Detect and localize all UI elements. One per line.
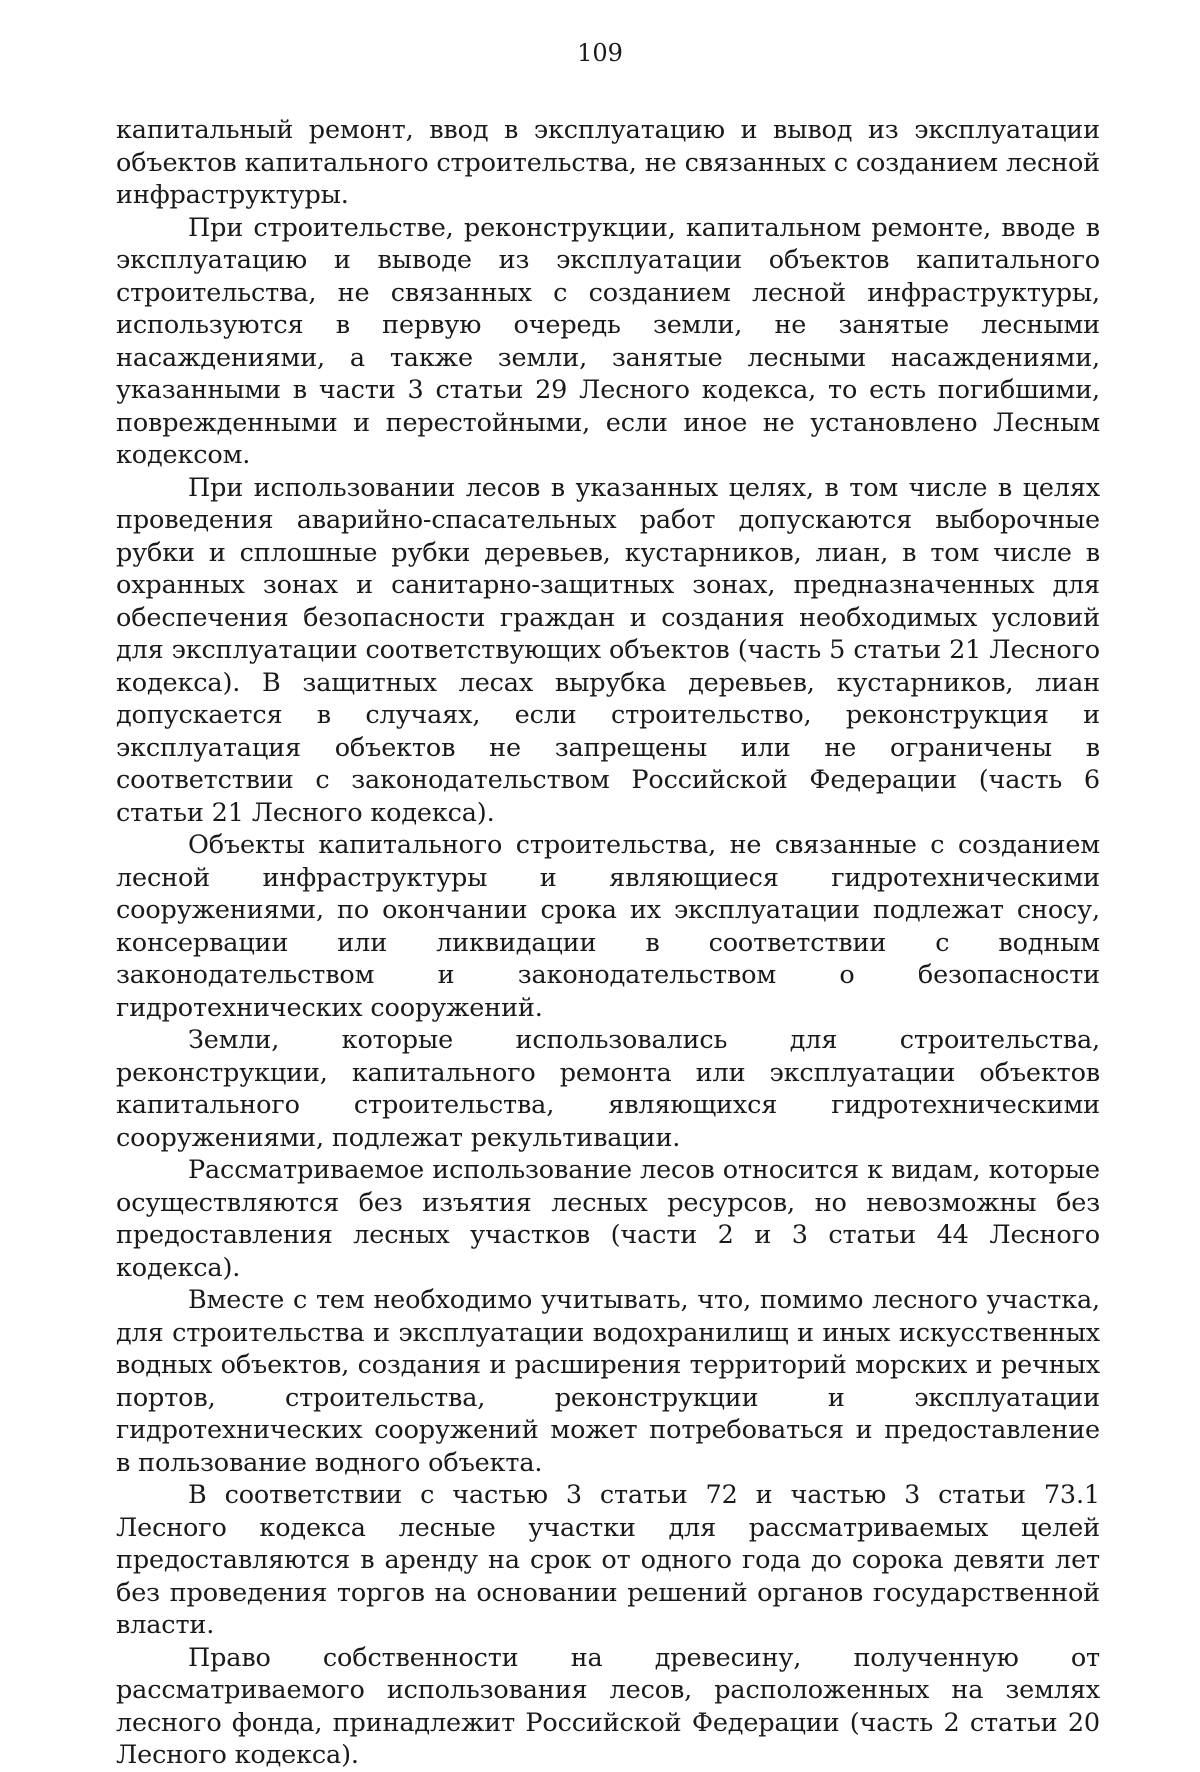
paragraph-timber-ownership: Право собственности на древесину, полученную от рассматриваемого использования лесов, расположенных на землях лесного фонда, принадлежит Российской Федерации (часть 2 статьи 20 Лесного кодекса). bbox=[116, 1642, 1100, 1770]
paragraph-land-use-priority: При строительстве, реконструкции, капитальном ремонте, вводе в эксплуатацию и выводе из эксплуатации объектов капитального строительства, не связанных с созданием лесной инфраструктуры, используются в первую очередь земли, не занятые лесными насаждениями, а также земли, занятые лесными насаждениями, указанными в части 3 статьи 29 Лесного кодекса, то есть погибшими, поврежденными и перестойными, если иное не установлено Лесным кодексом. bbox=[116, 212, 1100, 470]
page-number: 109 bbox=[577, 39, 623, 67]
paragraph-land-reclamation: Земли, которые использовались для строительства, реконструкции, капитального ремонта или эксплуатации объектов капитального строительства, являющихся гидротехническими сооружениями, подлежат рекультивации. bbox=[116, 1025, 1100, 1153]
paragraph-lease-terms: В соответствии с частью 3 статьи 72 и частью 3 статьи 73.1 Лесного кодекса лесные участки для рассматриваемых целей предоставляются в аренду на срок от одного года до сорока девяти лет без проведения торгов на основании решений органов государственной власти. bbox=[116, 1480, 1100, 1640]
paragraph-hydrotechnical-decommission: Объекты капитального строительства, не связанные с созданием лесной инфраструктуры и являющиеся гидротехническими сооружениями, по окончании срока их эксплуатации подлежат сносу, консервации или ликвидации в соответствии с водным законодательством и законодательством о безопасности гидротехнических сооружений. bbox=[116, 830, 1100, 1023]
paragraph-water-body-use: Вместе с тем необходимо учитывать, что, помимо лесного участка, для строительства и эксплуатации водохранилищ и иных искусственных водных объектов, создания и расширения территорий морских и речных портов, строительства, реконструкции и эксплуатации гидротехнических сооружений может потребоваться и предоставление в пользование водного объекта. bbox=[116, 1285, 1100, 1478]
paragraph-allowed-cuttings: При использовании лесов в указанных целях, в том числе в целях проведения аварийно-спасательных работ допускаются выборочные рубки и сплошные рубки деревьев, кустарников, лиан, в том числе в охранных зонах и санитарно-защитных зонах, предназначенных для обеспечения безопасности граждан и создания необходимых условий для эксплуатации соответствующих объектов (часть 5 статьи 21 Лесного кодекса). В защитных лесах вырубка деревьев, кустарников, лиан допускается в случаях, если строительство, реконструкция и эксплуатация объектов не запрещены или не ограничены в соответствии с законодательством Российской Федерации (часть 6 статьи 21 Лесного кодекса). bbox=[116, 472, 1100, 828]
paragraph-continuation: капитальный ремонт, ввод в эксплуатацию и вывод из эксплуатации объектов капитального строительства, не связанных с созданием лесной инфраструктуры. bbox=[116, 115, 1100, 210]
document-body bbox=[116, 114, 1100, 1772]
paragraph-use-type: Рассматриваемое использование лесов относится к видам, которые осуществляются без изъятия лесных ресурсов, но невозможны без предоставления лесных участков (части 2 и 3 статьи 44 Лесного кодекса). bbox=[116, 1155, 1100, 1283]
